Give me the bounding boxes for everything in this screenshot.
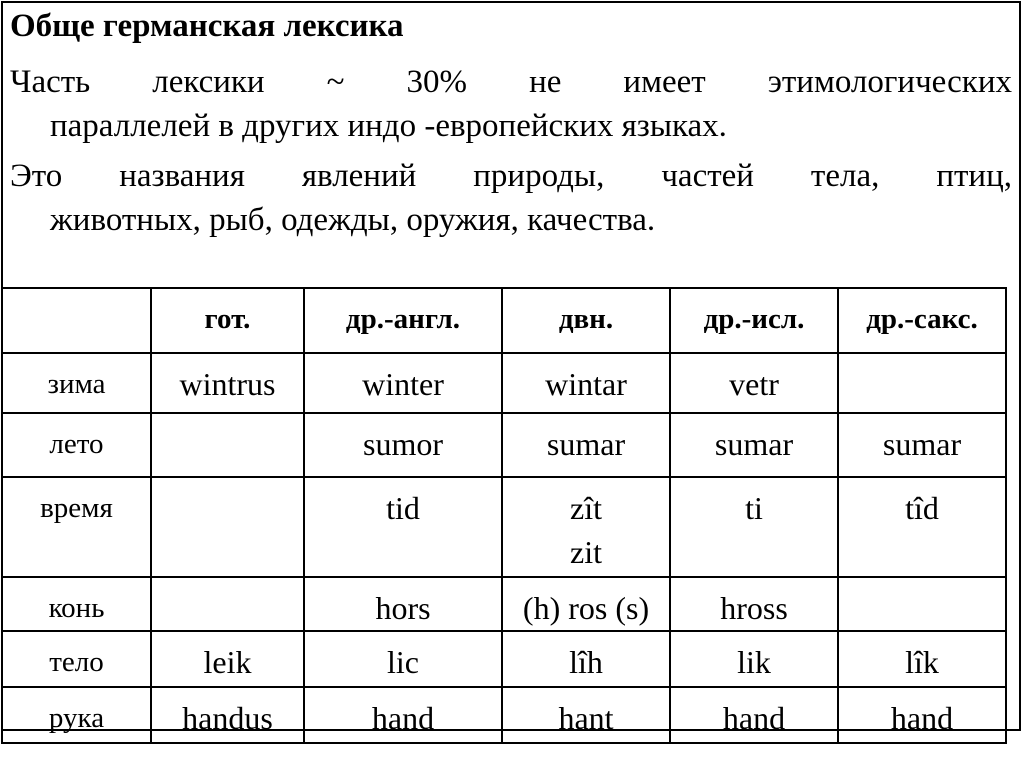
table-cell: hand [670, 687, 838, 743]
row-label: лето [2, 413, 151, 477]
table-cell [838, 353, 1006, 413]
paragraph-1-line-2: параллелей в других индо -европейских языках. [50, 108, 727, 144]
row-label: рука [2, 687, 151, 743]
table-cell: tid [304, 477, 502, 577]
table-cell: winter [304, 353, 502, 413]
table-cell [502, 477, 670, 577]
table-cell [838, 577, 1006, 631]
row-label: конь [2, 577, 151, 631]
slide-title: Обще германская лексика [10, 8, 404, 44]
header-old-norse: др.-исл. [670, 288, 838, 353]
header-old-english: др.-англ. [304, 288, 502, 353]
lexicon-table [1, 287, 1007, 744]
table-cell: hand [838, 687, 1006, 743]
row-label: время [2, 477, 151, 577]
table-row [2, 413, 1006, 477]
row-label: тело [2, 631, 151, 687]
table-cell: tîd [838, 477, 1006, 577]
table-cell: hand [304, 687, 502, 743]
table-cell: leik [151, 631, 304, 687]
table-cell: lîk [838, 631, 1006, 687]
table-cell: hant [502, 687, 670, 743]
paragraph-2 [10, 154, 1012, 242]
header-old-saxon: др.-сакс. [838, 288, 1006, 353]
table-cell [151, 477, 304, 577]
table-cell: sumor [304, 413, 502, 477]
paragraph-2-line-1: Это названия явлений природы, частей тела, птиц, [10, 158, 1012, 194]
cell-line-1: zît [570, 490, 602, 526]
table-cell: sumar [670, 413, 838, 477]
table-cell: vetr [670, 353, 838, 413]
table-cell: wintrus [151, 353, 304, 413]
table-cell: wintar [502, 353, 670, 413]
table-header-row [2, 288, 1006, 353]
table-cell: (h) ros (s) [502, 577, 670, 631]
header-gothic: гот. [151, 288, 304, 353]
table-row [2, 353, 1006, 413]
table-cell: lic [304, 631, 502, 687]
table-cell: hross [670, 577, 838, 631]
paragraph-1 [10, 60, 1012, 148]
table-cell: hors [304, 577, 502, 631]
table-cell: handus [151, 687, 304, 743]
header-old-high-german: двн. [502, 288, 670, 353]
paragraph-2-line-2: животных, рыб, одежды, оружия, качества. [50, 202, 656, 238]
table-cell: sumar [502, 413, 670, 477]
table-row [2, 687, 1006, 743]
cell-line-2: zit [570, 534, 602, 570]
table-cell: ti [670, 477, 838, 577]
table-row [2, 577, 1006, 631]
header-empty [2, 288, 151, 353]
paragraph-1-line-1: Часть лексики ~ 30% не имеет этимологических [10, 64, 1012, 100]
table-cell: lik [670, 631, 838, 687]
table-cell: sumar [838, 413, 1006, 477]
table-cell [151, 577, 304, 631]
table-row [2, 477, 1006, 577]
table-cell [151, 413, 304, 477]
row-label: зима [2, 353, 151, 413]
table-row [2, 631, 1006, 687]
table-cell: lîh [502, 631, 670, 687]
